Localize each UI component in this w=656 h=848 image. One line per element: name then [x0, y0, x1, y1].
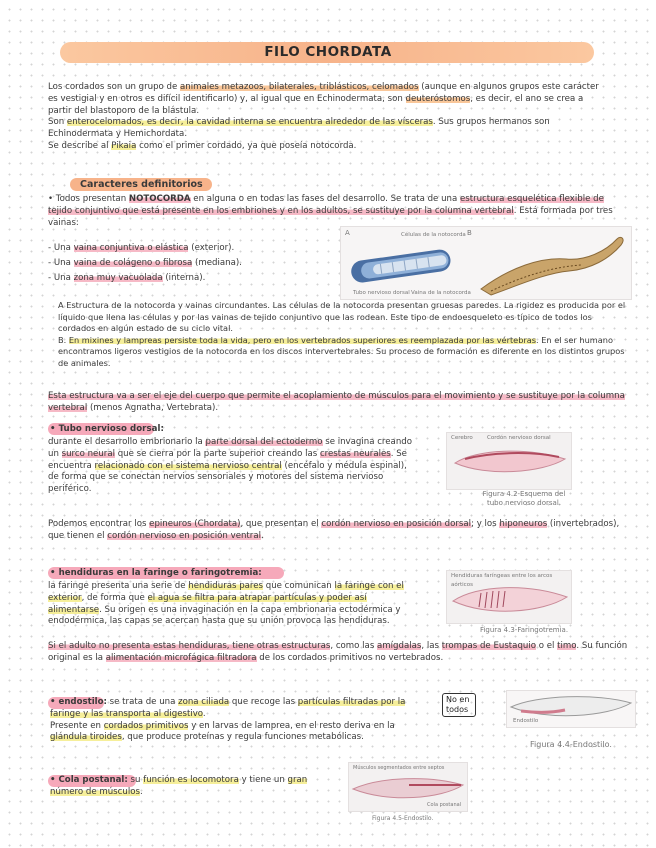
text: (encéfalo y médula espinal), de forma que se conectan nervios sensoriales y motores del sistema nervioso periférico. — [48, 460, 407, 495]
hendiduras-paragraph-2 — [48, 641, 632, 665]
text: - Una — [48, 273, 74, 283]
text: A Estructura de la notocorda y vainas circundantes. Las células de la notocorda presentan gruesas paredes. La rigidez es producida por el líquido que llena las células y por las vainas de tejido conjuntivo que las rodean. Este tipo de endoesqueleto es típico de todos los cordados en algún estado de su ciclo vital. — [58, 300, 626, 334]
text: - Una — [48, 258, 74, 268]
cola-figure — [348, 762, 468, 812]
hendiduras-paragraph — [48, 581, 420, 628]
notocorda-paragraph — [48, 194, 628, 229]
figure-label: Hendiduras faríngeas entre los arcos aórticos — [451, 573, 553, 588]
text: que se cierra por la parte superior creando las — [114, 448, 320, 459]
text: y tiene un — [238, 775, 288, 785]
text: y en larvas de lamprea, en el resto deriva en la — [188, 720, 395, 731]
text: de los cordados primitivos no vertebrados. — [256, 652, 444, 663]
highlight: amígdalas — [377, 641, 422, 651]
highlight: cordón nervioso en posición ventral — [107, 530, 261, 541]
highlight: vaina conjuntiva o elástica — [73, 243, 189, 253]
text: como el primer cordado, ya que poseía notocorda. — [136, 140, 357, 151]
figure-label: Músculos segmentados entre septos — [353, 765, 445, 771]
eje-paragraph — [48, 391, 632, 415]
text: (mediana). — [192, 258, 242, 268]
figure-label: Vaina de la notocorda — [411, 290, 471, 296]
text: . — [202, 708, 206, 719]
highlight: Si el adulto no presenta estas hendiduras, tiene otras estructuras — [48, 641, 331, 651]
highlight: función es locomotora — [143, 775, 239, 785]
term-notocorda: NOTOCORDA — [128, 194, 191, 204]
notocorda-detail — [58, 300, 630, 370]
text: Podemos encontrar los — [48, 519, 150, 529]
highlight: Pikaia — [111, 140, 137, 151]
text: Los cordados son un grupo de — [48, 82, 181, 92]
text: Son — [48, 117, 67, 128]
endostilo-paragraph — [50, 697, 426, 744]
highlight: gran número de músculos — [50, 775, 308, 797]
hendiduras-caption: Figura 4.3-Faringotremia. — [479, 626, 569, 634]
figure-label: Tubo nervioso dorsal — [353, 290, 410, 296]
highlight: enterocelomados, es decir, la cavidad interna se encuentra alrededor de las vísceras — [66, 117, 433, 128]
figure-label-b: B — [467, 229, 472, 237]
text: Presente en — [50, 720, 104, 731]
text: • Todos presentan — [48, 194, 129, 204]
tubo-caption: Figura 4.2-Esquema del tubo nervioso dorsal. — [482, 490, 566, 507]
highlight: hendiduras pares — [188, 581, 264, 591]
endostilo-figure — [506, 690, 636, 728]
figure-label: Células de la notocorda — [401, 232, 466, 238]
figure-label: Cerebro — [451, 435, 473, 441]
cola-paragraph — [50, 775, 340, 799]
figure-label: Cola postanal — [427, 802, 462, 808]
text: . Está formada por tres vainas: — [48, 205, 613, 228]
highlight: partículas filtradas por la faringe y las transporta al digestivo — [50, 697, 406, 719]
section-title: Caracteres definitorios — [80, 179, 203, 190]
text: , que presentan el — [240, 519, 322, 529]
text: o el — [536, 641, 558, 651]
highlight: crestas neurales — [319, 448, 391, 459]
intro-paragraph — [48, 82, 608, 153]
hendiduras-title: • hendiduras en la faringe o faringotremia: — [50, 568, 262, 578]
highlight: la faringe con el exterior — [48, 581, 404, 603]
highlight: epineuros (Chordata) — [149, 519, 241, 529]
highlight: animales metazoos, bilaterales, triblásticos, celomados — [180, 82, 419, 92]
text: se trata de una — [106, 697, 179, 707]
text: (invertebrados), que tienen el — [48, 519, 620, 541]
text: , de forma que — [81, 592, 148, 603]
text: que comunican — [263, 581, 335, 591]
text: . En el ser humano encontramos ligeros vestigios de la notocorda en los discos intervertebrales. Su proceso de formación es diferente en los distintos grupos de animales. — [58, 334, 625, 368]
highlight: surco neural — [61, 448, 115, 459]
figure-label-a: A — [345, 229, 350, 237]
cola-caption: Figura 4.5-Endostilo. — [372, 815, 434, 822]
highlight: relacionado con el sistema nervioso central — [94, 460, 282, 471]
highlight: cordados primitivos — [103, 720, 189, 731]
tubo-figure — [446, 432, 572, 490]
highlight: glándula tiroides — [50, 732, 122, 743]
text: (exterior). — [188, 243, 235, 253]
text: . Se encuentra — [48, 448, 407, 471]
vainas-list — [48, 241, 328, 286]
margin-note: No en todos — [442, 693, 476, 717]
highlight: timo — [557, 641, 577, 651]
highlight: trompas de Eustaquio — [441, 641, 536, 651]
figure-label: Cordón nervioso dorsal — [487, 435, 551, 441]
highlight: En mixines y lampreas persiste toda la vida, pero en los vertebrados superiores es reemplazada por las vértebras — [68, 334, 537, 345]
text: Se describe al — [48, 140, 112, 151]
text: (aunque en algunos grupos este carácter es vestigial y en otros es difícil identificarlo) y, al igual que en Echinodermata, son — [48, 82, 599, 104]
highlight: vaina de colágeno o fibrosa — [73, 258, 193, 268]
highlight: zona muy vacuolada — [73, 273, 163, 283]
tubo-paragraph — [48, 437, 420, 496]
text: (menos Agnatha, Vertebrata). — [87, 402, 219, 413]
text: durante el desarrollo embrionario la — [48, 437, 206, 447]
highlight: alimentación microfágica filtradora — [105, 652, 257, 663]
text: la faringe presenta una serie de — [48, 581, 189, 591]
hendiduras-figure — [446, 570, 572, 624]
text: . Su origen es una invaginación en la capa embrionaria ectodérmica y endodérmica, las capas se acercan hasta que su unión provoca las hendiduras. — [48, 604, 401, 627]
text: - Una — [48, 243, 74, 253]
text: su — [127, 775, 144, 785]
highlight: parte dorsal del ectodermo — [205, 437, 323, 447]
highlight: deuteróstomos — [405, 93, 471, 104]
text: , que produce proteínas y regula funciones metabólicas. — [121, 732, 364, 743]
figure-label: Endostilo — [513, 718, 539, 724]
text: . — [261, 530, 264, 541]
text: se invagina creando un — [48, 437, 412, 459]
notocorda-figure — [340, 226, 632, 300]
tubo-paragraph-2 — [48, 519, 632, 543]
text: , las — [421, 641, 442, 651]
highlight: hiponeuros — [499, 519, 548, 529]
highlight: zona ciliada — [178, 697, 230, 707]
tubo-title: • Tubo nervioso dorsal: — [50, 424, 164, 434]
text: en alguna o en todas las fases del desarrollo. Se trata de una — [190, 194, 460, 204]
highlight: cordón nervioso en posición dorsal — [321, 519, 472, 529]
text: ; y los — [471, 519, 500, 529]
highlight: estructura esquelética flexible de tejido conjuntivo que está presente en los embriones y en los adultos, se sustituye por la columna vertebral — [48, 194, 604, 216]
endostilo-title: • endostilo: — [50, 697, 107, 707]
text: . Sus grupos hermanos son Echinodermata y Hemichordata. — [48, 117, 550, 140]
cola-title: • Cola postanal: — [50, 775, 128, 785]
endostilo-caption: Figura 4.4-Endostilo. — [530, 740, 612, 749]
text: . Su función original es la — [48, 641, 628, 663]
text: (interna). — [162, 273, 206, 283]
text: que recoge las — [229, 697, 298, 707]
highlight: Esta estructura va a ser el eje del cuerpo que permite el acoplamiento de músculos para el movimiento y se sustituye por la columna vertebral — [48, 391, 625, 413]
text: . — [139, 786, 143, 797]
highlight: el agua se filtra para atrapar partículas y poder así alimentarse — [48, 592, 367, 615]
text: B. — [58, 334, 69, 345]
text: , como las — [330, 641, 378, 651]
text: , es decir, el ano se crea a partir del blastoporo de la blástula. — [48, 93, 584, 116]
page-title: FILO CHORDATA — [264, 44, 392, 60]
